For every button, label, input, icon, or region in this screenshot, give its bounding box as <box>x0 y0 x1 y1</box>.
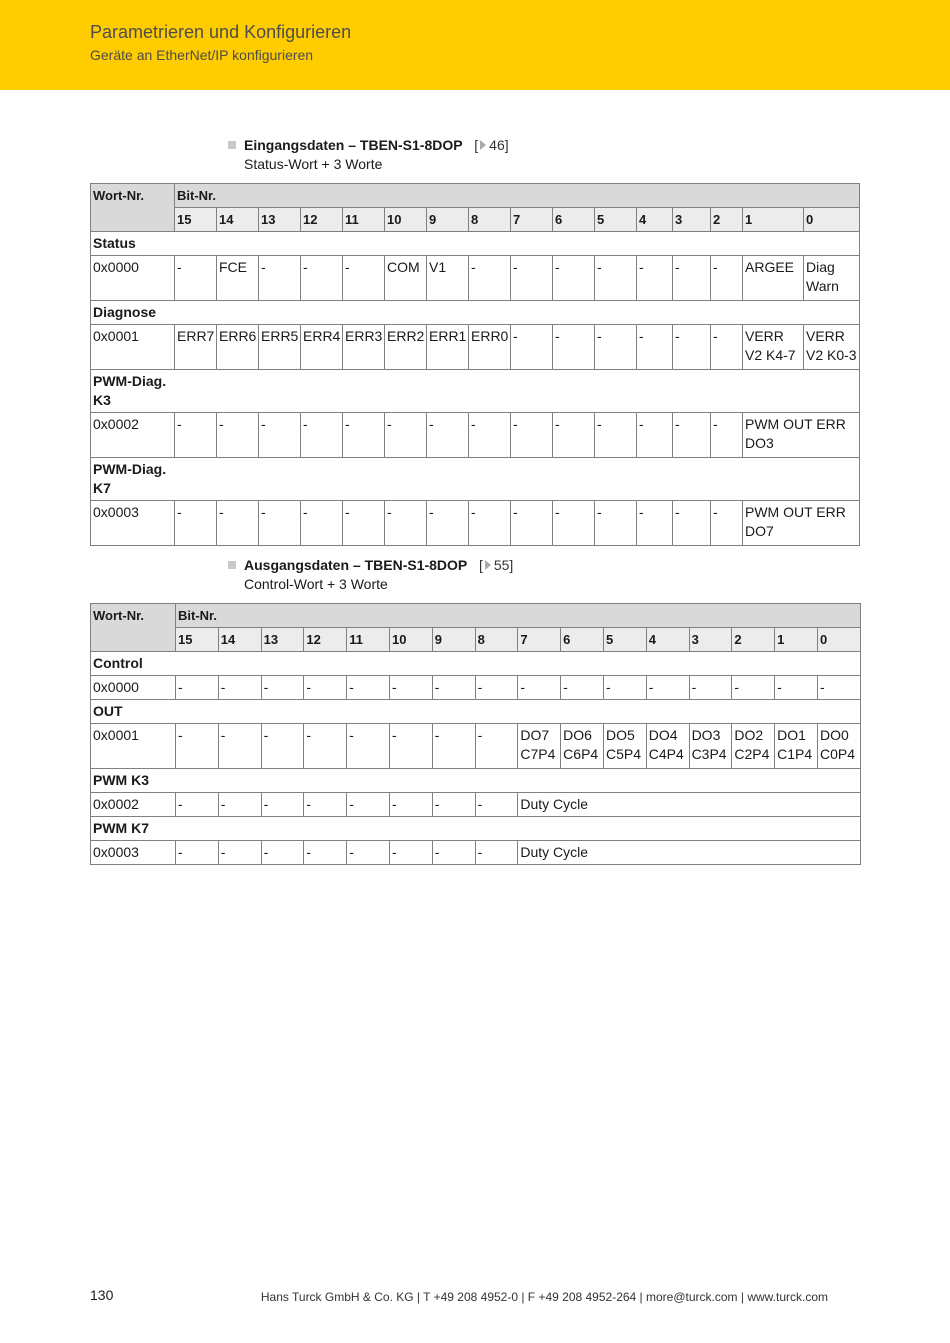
bit-cell: - <box>176 841 219 865</box>
bit-header: 8 <box>469 208 511 232</box>
word-number: 0x0003 <box>91 501 175 546</box>
table-row <box>91 325 860 370</box>
bit-cell: - <box>259 256 301 301</box>
bit-header: 11 <box>347 628 390 652</box>
bit-cell: - <box>469 256 511 301</box>
bit-cell: - <box>673 256 711 301</box>
bit-cell: - <box>475 841 518 865</box>
output-data-heading <box>228 556 513 594</box>
section-label: PWM K7 <box>91 817 861 841</box>
bit-header: 14 <box>218 628 261 652</box>
bit-header: 4 <box>646 628 689 652</box>
bit-cell: - <box>176 793 219 817</box>
chapter-subtitle: Geräte an EtherNet/IP konfigurieren <box>90 47 314 63</box>
bit-cell: - <box>432 676 475 700</box>
bit-header: 10 <box>385 208 427 232</box>
bit-cell: - <box>301 501 343 546</box>
bit-span-cell: Duty Cycle <box>518 841 861 865</box>
bit-cell: DO5 C5P4 <box>603 724 646 769</box>
word-number: 0x0002 <box>91 413 175 458</box>
bit-cell: ERR3 <box>343 325 385 370</box>
page-arrow-icon <box>480 140 486 150</box>
output-data-subtitle: Control-Wort + 3 Worte <box>244 576 388 592</box>
bit-cell: - <box>469 501 511 546</box>
section-row-pwm-k3 <box>91 769 861 793</box>
section-row-control <box>91 652 861 676</box>
table-row <box>91 793 861 817</box>
bit-header: 6 <box>553 208 595 232</box>
bit-cell: VERR V2 K0-3 <box>804 325 860 370</box>
bit-header: 12 <box>304 628 347 652</box>
bit-cell: - <box>646 676 689 700</box>
bit-cell: DO2 C2P4 <box>732 724 775 769</box>
bit-header: 13 <box>261 628 304 652</box>
wort-nr-header: Wort-Nr. <box>91 184 175 232</box>
bit-cell: - <box>175 413 217 458</box>
page-reference-link[interactable]: [ 55] <box>478 557 514 573</box>
input-data-heading <box>228 136 509 174</box>
bit-cell: - <box>389 724 432 769</box>
bit-header: 4 <box>637 208 673 232</box>
bit-cell: - <box>595 413 637 458</box>
bit-cell: - <box>385 413 427 458</box>
output-data-title: Ausgangsdaten – TBEN-S1-8DOP <box>244 557 468 573</box>
bit-cell: - <box>218 841 261 865</box>
bit-cell: - <box>259 413 301 458</box>
bit-span-cell: PWM OUT ERR DO7 <box>743 501 860 546</box>
bit-cell: - <box>389 841 432 865</box>
section-label: Control <box>91 652 861 676</box>
bit-header: 14 <box>217 208 259 232</box>
bit-cell: - <box>347 676 390 700</box>
section-label: PWM-Diag. K3 <box>91 370 860 413</box>
bit-cell: VERR V2 K4-7 <box>743 325 804 370</box>
table-row <box>91 413 860 458</box>
bit-cell: DO0 C0P4 <box>817 724 860 769</box>
bit-cell: - <box>475 676 518 700</box>
bit-numbers-row <box>91 208 860 232</box>
bit-header: 9 <box>432 628 475 652</box>
bit-cell: - <box>711 325 743 370</box>
bit-cell: - <box>637 256 673 301</box>
bit-cell: - <box>553 413 595 458</box>
table-row <box>91 256 860 301</box>
page-arrow-icon <box>485 560 491 570</box>
bit-cell: - <box>389 793 432 817</box>
bit-cell: ARGEE <box>743 256 804 301</box>
footer-company-info: Hans Turck GmbH & Co. KG | T +49 208 4952-0 | F +49 208 4952-264 | more@turck.com | www.turck.com <box>260 1290 828 1304</box>
bit-cell: - <box>304 793 347 817</box>
page-number: 130 <box>90 1287 114 1303</box>
bit-cell: - <box>511 413 553 458</box>
bullet-square-icon <box>228 141 236 149</box>
bit-cell: - <box>561 676 604 700</box>
bit-cell: FCE <box>217 256 259 301</box>
word-number: 0x0002 <box>91 793 176 817</box>
bit-cell: - <box>347 793 390 817</box>
bit-cell: - <box>475 724 518 769</box>
bit-cell: ERR2 <box>385 325 427 370</box>
bit-header: 8 <box>475 628 518 652</box>
word-number: 0x0003 <box>91 841 176 865</box>
bit-cell: - <box>553 325 595 370</box>
bit-cell: - <box>427 501 469 546</box>
bit-cell: - <box>176 724 219 769</box>
bit-header: 2 <box>732 628 775 652</box>
word-number: 0x0000 <box>91 676 176 700</box>
bit-cell: - <box>218 676 261 700</box>
bit-cell: - <box>432 841 475 865</box>
bit-cell: DO4 C4P4 <box>646 724 689 769</box>
bit-cell: ERR6 <box>217 325 259 370</box>
chapter-title: Parametrieren und Konfigurieren <box>90 22 352 42</box>
section-label: Diagnose <box>91 301 860 325</box>
bit-cell: - <box>343 256 385 301</box>
section-row-pwm-diag-k7 <box>91 458 860 501</box>
word-number: 0x0000 <box>91 256 175 301</box>
bit-span-cell: PWM OUT ERR DO3 <box>743 413 860 458</box>
bit-cell: - <box>673 413 711 458</box>
bit-cell: - <box>304 724 347 769</box>
bit-cell: - <box>469 413 511 458</box>
table-header-row <box>91 184 860 208</box>
bit-cell: - <box>689 676 732 700</box>
bit-cell: - <box>553 256 595 301</box>
bit-header: 12 <box>301 208 343 232</box>
bit-cell: - <box>261 793 304 817</box>
table-row <box>91 841 861 865</box>
bit-header: 15 <box>175 208 217 232</box>
word-number: 0x0001 <box>91 325 175 370</box>
bit-header: 1 <box>775 628 818 652</box>
bit-cell: - <box>637 413 673 458</box>
bit-cell: - <box>304 676 347 700</box>
bit-cell: DO3 C3P4 <box>689 724 732 769</box>
bit-nr-header: Bit-Nr. <box>175 184 860 208</box>
bit-header: 10 <box>389 628 432 652</box>
bit-cell: DO6 C6P4 <box>561 724 604 769</box>
bit-cell: COM <box>385 256 427 301</box>
bit-cell: - <box>347 841 390 865</box>
bit-cell: - <box>511 501 553 546</box>
bit-cell: DO7 C7P4 <box>518 724 561 769</box>
bit-header: 3 <box>673 208 711 232</box>
bit-cell: - <box>711 501 743 546</box>
bit-header: 5 <box>603 628 646 652</box>
section-row-pwm-k7 <box>91 817 861 841</box>
bit-cell: ERR0 <box>469 325 511 370</box>
bit-nr-header: Bit-Nr. <box>176 604 861 628</box>
bit-cell: Diag Warn <box>804 256 860 301</box>
bit-header: 7 <box>518 628 561 652</box>
bit-header: 0 <box>817 628 860 652</box>
bit-cell: - <box>217 413 259 458</box>
bit-cell: - <box>301 413 343 458</box>
input-data-title: Eingangsdaten – TBEN-S1-8DOP <box>244 137 463 153</box>
bit-cell: - <box>427 413 469 458</box>
section-label: PWM K3 <box>91 769 861 793</box>
section-label: OUT <box>91 700 861 724</box>
section-row-out <box>91 700 861 724</box>
table-row <box>91 676 861 700</box>
bit-header: 3 <box>689 628 732 652</box>
bit-cell: - <box>775 676 818 700</box>
bit-cell: - <box>175 256 217 301</box>
bit-cell: - <box>475 793 518 817</box>
bullet-square-icon <box>228 561 236 569</box>
output-data-table <box>90 603 861 865</box>
bit-cell: - <box>511 256 553 301</box>
bit-cell: - <box>343 413 385 458</box>
bit-cell: - <box>553 501 595 546</box>
bit-header: 5 <box>595 208 637 232</box>
bit-span-cell: Duty Cycle <box>518 793 861 817</box>
bit-cell: - <box>385 501 427 546</box>
bit-cell: - <box>343 501 385 546</box>
bit-cell: - <box>637 501 673 546</box>
bit-cell: - <box>218 724 261 769</box>
bit-header: 6 <box>561 628 604 652</box>
bit-cell: - <box>261 676 304 700</box>
bit-cell: - <box>817 676 860 700</box>
bit-cell: - <box>637 325 673 370</box>
page-reference-link[interactable]: [ 46] <box>474 137 509 153</box>
bit-cell: - <box>347 724 390 769</box>
bit-numbers-row <box>91 628 861 652</box>
bit-cell: ERR1 <box>427 325 469 370</box>
word-number: 0x0001 <box>91 724 176 769</box>
section-label: Status <box>91 232 860 256</box>
section-row-status <box>91 232 860 256</box>
bit-cell: ERR4 <box>301 325 343 370</box>
bit-cell: - <box>217 501 259 546</box>
bit-cell: - <box>595 256 637 301</box>
bit-cell: - <box>259 501 301 546</box>
input-data-table <box>90 183 860 546</box>
bit-cell: V1 <box>427 256 469 301</box>
bit-cell: - <box>389 676 432 700</box>
table-row <box>91 724 861 769</box>
page-header <box>0 0 950 90</box>
bit-header: 13 <box>259 208 301 232</box>
bit-cell: - <box>518 676 561 700</box>
bit-cell: DO1 C1P4 <box>775 724 818 769</box>
bit-cell: - <box>432 724 475 769</box>
bit-cell: - <box>595 325 637 370</box>
wort-nr-header: Wort-Nr. <box>91 604 176 652</box>
bit-cell: - <box>711 413 743 458</box>
bit-cell: ERR5 <box>259 325 301 370</box>
table-row <box>91 501 860 546</box>
bit-header: 1 <box>743 208 804 232</box>
bit-cell: - <box>432 793 475 817</box>
bit-cell: - <box>304 841 347 865</box>
bit-header: 7 <box>511 208 553 232</box>
bit-cell: - <box>261 841 304 865</box>
bit-header: 15 <box>176 628 219 652</box>
bit-cell: - <box>175 501 217 546</box>
bit-cell: - <box>176 676 219 700</box>
bit-header: 0 <box>804 208 860 232</box>
table-header-row <box>91 604 861 628</box>
section-row-pwm-diag-k3 <box>91 370 860 413</box>
bit-header: 9 <box>427 208 469 232</box>
bit-cell: - <box>301 256 343 301</box>
input-data-subtitle: Status-Wort + 3 Worte <box>244 156 383 172</box>
bit-cell: - <box>218 793 261 817</box>
bit-cell: - <box>511 325 553 370</box>
section-row-diagnose <box>91 301 860 325</box>
bit-header: 2 <box>711 208 743 232</box>
bit-cell: - <box>711 256 743 301</box>
bit-cell: - <box>595 501 637 546</box>
bit-cell: - <box>603 676 646 700</box>
bit-cell: - <box>732 676 775 700</box>
bit-cell: ERR7 <box>175 325 217 370</box>
bit-cell: - <box>673 325 711 370</box>
bit-cell: - <box>673 501 711 546</box>
bit-cell: - <box>261 724 304 769</box>
section-label: PWM-Diag. K7 <box>91 458 860 501</box>
bit-header: 11 <box>343 208 385 232</box>
